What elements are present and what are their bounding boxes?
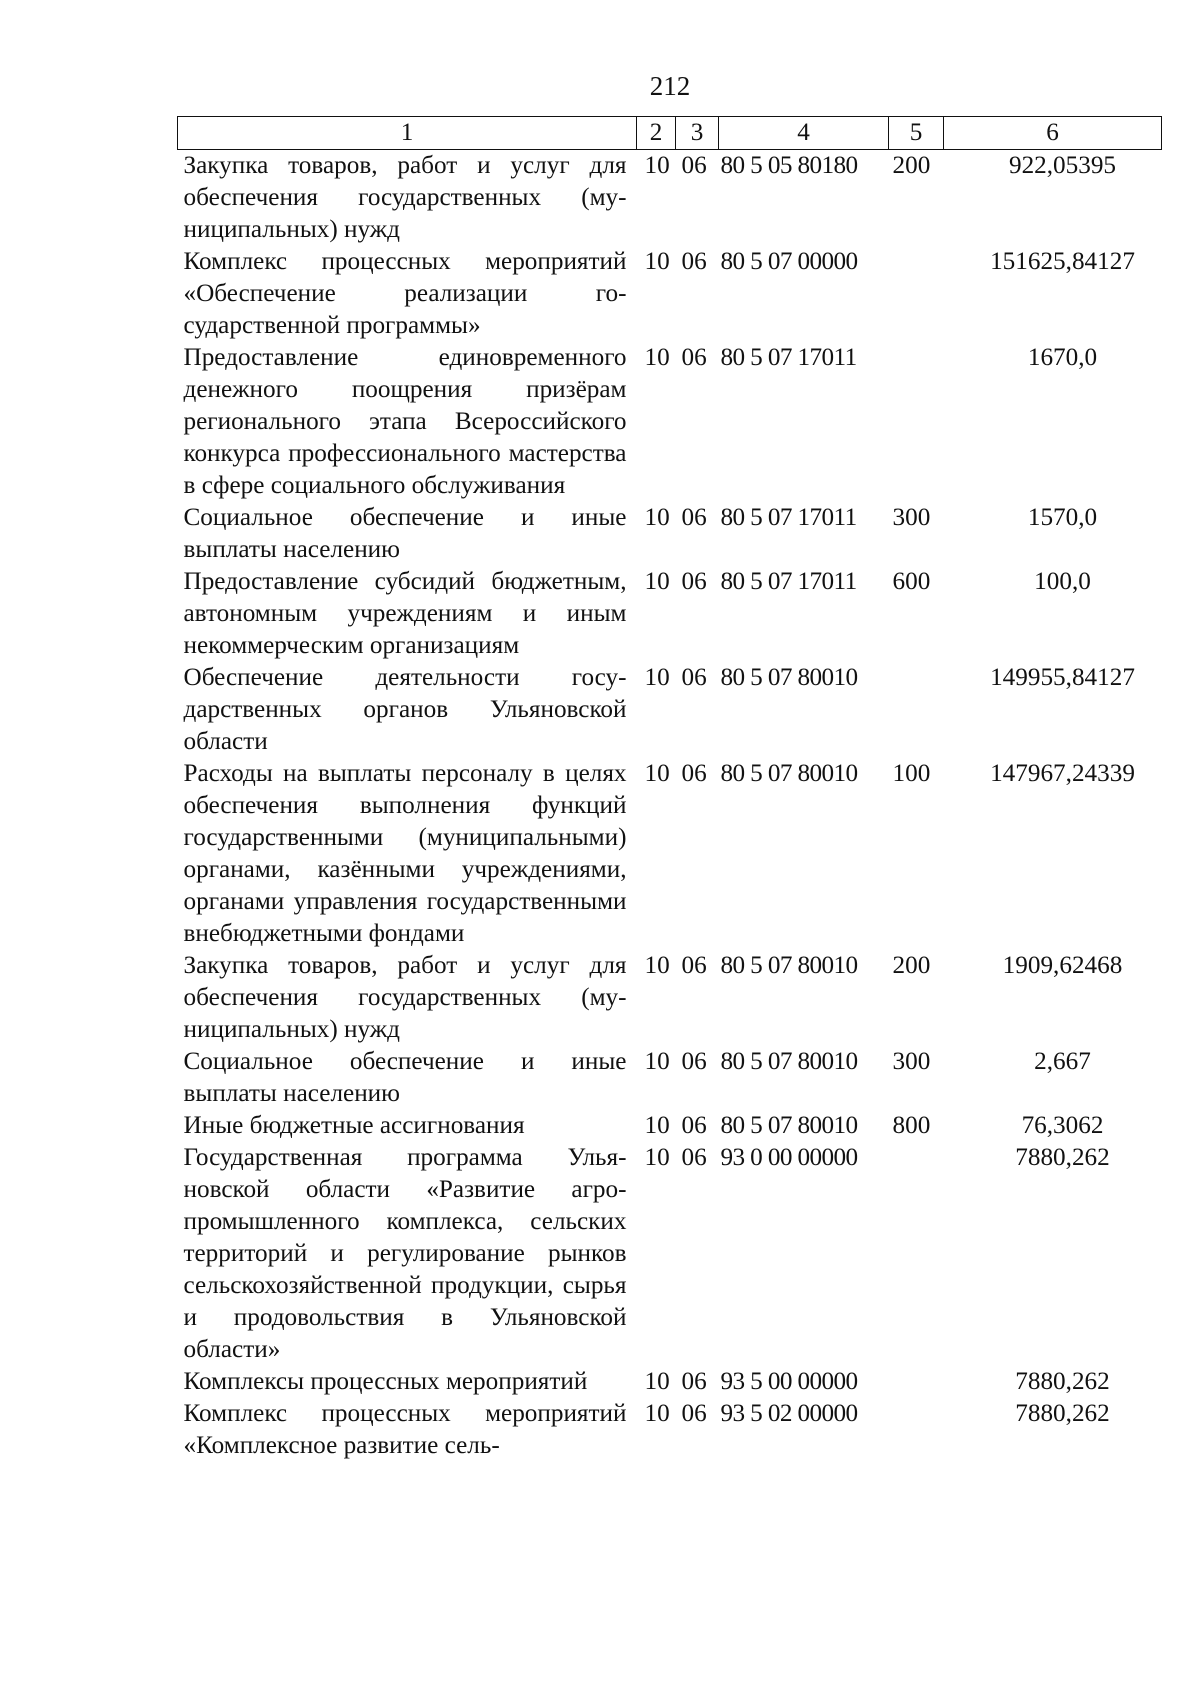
- row-name-cell: Комплекс процессных мероприятий «Комплексное развитие сель-: [183, 1400, 627, 1459]
- table-row: [178, 246, 1162, 342]
- row-name-cell: Расходы на выплаты персоналу в целях обеспечения выполнения функций государственными (муниципальными) органами, казёнными учреждениями, органами управления государственными внебюджетными фондами: [183, 760, 627, 947]
- row-type-cell: 300: [892, 1048, 931, 1075]
- row-amount-cell: 7880,262: [1015, 1368, 1110, 1395]
- row-type-cell: 200: [892, 152, 931, 179]
- table-row: [178, 342, 1162, 502]
- row-target-cell: 80 5 07 80010: [720, 952, 858, 979]
- header-col-5: 5: [889, 117, 944, 150]
- table-row: [178, 662, 1162, 758]
- header-col-3: 3: [676, 117, 719, 150]
- row-amount-cell: 922,05395: [1008, 152, 1117, 179]
- row-subsection-cell: 06: [681, 1144, 707, 1171]
- row-section-cell: 10: [644, 1048, 670, 1075]
- table-row: [178, 1398, 1162, 1462]
- row-subsection-cell: 06: [681, 1112, 707, 1139]
- row-section-cell: 10: [644, 1144, 670, 1171]
- row-amount-cell: 1570,0: [1027, 504, 1098, 531]
- row-section-cell: 10: [644, 1112, 670, 1139]
- row-target-cell: 80 5 07 80010: [720, 664, 858, 691]
- row-subsection-cell: 06: [681, 344, 707, 371]
- row-subsection-cell: 06: [681, 664, 707, 691]
- row-subsection-cell: 06: [681, 152, 707, 179]
- row-type-cell: 200: [892, 952, 931, 979]
- page-number: 212: [649, 71, 691, 101]
- row-amount-cell: 1909,62468: [1002, 952, 1123, 979]
- row-target-cell: 80 5 07 17011: [720, 504, 857, 531]
- row-target-cell: 93 5 00 00000: [720, 1368, 858, 1395]
- table-row: [178, 950, 1162, 1046]
- row-section-cell: 10: [644, 952, 670, 979]
- row-subsection-cell: 06: [681, 760, 707, 787]
- row-section-cell: 10: [644, 1400, 670, 1427]
- header-col-2: 2: [637, 117, 676, 150]
- row-amount-cell: 2,667: [1034, 1048, 1091, 1075]
- row-subsection-cell: 06: [681, 248, 707, 275]
- row-section-cell: 10: [644, 152, 670, 179]
- row-target-cell: 80 5 07 17011: [720, 568, 857, 595]
- table-row: [178, 502, 1162, 566]
- row-type-cell: [889, 1142, 944, 1366]
- row-section-cell: 10: [644, 504, 670, 531]
- row-amount-cell: 151625,84127: [990, 248, 1135, 275]
- row-target-cell: 80 5 07 80010: [720, 1048, 858, 1075]
- row-type-cell: [889, 662, 944, 758]
- table-row: [178, 1366, 1162, 1398]
- row-type-cell: 800: [892, 1112, 931, 1139]
- row-name-cell: Предоставление единовременного денежного поощрения призёрам регионального этапа Всероссийского конкурса профессионального мастерства в сфере социального обслуживания: [183, 344, 627, 499]
- row-name-cell: Закупка товаров, работ и услуг для обеспечения государственных (муниципальных) нужд: [183, 952, 627, 1043]
- row-subsection-cell: 06: [681, 568, 707, 595]
- row-subsection-cell: 06: [681, 504, 707, 531]
- row-section-cell: 10: [644, 1368, 670, 1395]
- table-row: [178, 758, 1162, 950]
- row-section-cell: 10: [644, 760, 670, 787]
- row-target-cell: 93 0 00 00000: [720, 1144, 858, 1171]
- table-row: [178, 1046, 1162, 1110]
- row-type-cell: 600: [892, 568, 931, 595]
- row-section-cell: 10: [644, 248, 670, 275]
- row-type-cell: 100: [892, 760, 931, 787]
- row-subsection-cell: 06: [681, 1400, 707, 1427]
- row-subsection-cell: 06: [681, 1368, 707, 1395]
- row-name-cell: Закупка товаров, работ и услуг для обеспечения государственных (муниципальных) нужд: [183, 152, 627, 243]
- table-header: [178, 117, 1162, 150]
- row-section-cell: 10: [644, 664, 670, 691]
- row-target-cell: 80 5 07 80010: [720, 1112, 858, 1139]
- row-amount-cell: 7880,262: [1015, 1144, 1110, 1171]
- row-amount-cell: 76,3062: [1021, 1112, 1104, 1139]
- row-subsection-cell: 06: [681, 1048, 707, 1075]
- header-col-4: 4: [719, 117, 889, 150]
- row-type-cell: 300: [892, 504, 931, 531]
- budget-table: [177, 116, 1162, 1462]
- header-col-1: 1: [178, 117, 637, 150]
- row-type-cell: [889, 246, 944, 342]
- row-type-cell: [889, 1366, 944, 1398]
- header-row: [178, 117, 1162, 150]
- row-name-cell: Обеспечение деятельности государственных органов Ульяновской области: [183, 664, 627, 755]
- row-name-cell: Комплекс процессных мероприятий «Обеспечение реализации государственной программы»: [183, 248, 627, 339]
- row-target-cell: 80 5 07 80010: [720, 760, 858, 787]
- row-amount-cell: 1670,0: [1027, 344, 1098, 371]
- row-type-cell: [889, 342, 944, 502]
- row-amount-cell: 7880,262: [1015, 1400, 1110, 1427]
- row-name-cell: Иные бюджетные ассигнования: [183, 1112, 525, 1139]
- row-name-cell: Предоставление субсидий бюджетным, автономным учреждениям и иным некоммерческим организациям: [183, 568, 627, 659]
- row-target-cell: 80 5 07 17011: [720, 344, 857, 371]
- table-row: [178, 1110, 1162, 1142]
- row-amount-cell: 147967,24339: [990, 760, 1135, 787]
- row-type-cell: [889, 1398, 944, 1462]
- row-target-cell: 80 5 05 80180: [720, 152, 858, 179]
- header-col-6: 6: [944, 117, 1162, 150]
- table-row: [178, 566, 1162, 662]
- table-row: [178, 1142, 1162, 1366]
- row-name-cell: Социальное обеспечение и иные выплаты населению: [183, 1048, 627, 1107]
- table-body: [178, 150, 1162, 1463]
- row-subsection-cell: 06: [681, 952, 707, 979]
- row-amount-cell: 100,0: [1034, 568, 1091, 595]
- row-name-cell: Государственная программа Ульяновской области «Развитие агропромышленного комплекса, сельских территорий и регулирование рынков сельскохозяйственной продукции, сырья и продовольствия в Ульяновской области»: [183, 1144, 627, 1363]
- row-section-cell: 10: [644, 344, 670, 371]
- row-name-cell: Социальное обеспечение и иные выплаты населению: [183, 504, 627, 563]
- table-row: [178, 150, 1162, 247]
- row-section-cell: 10: [644, 568, 670, 595]
- row-amount-cell: 149955,84127: [990, 664, 1135, 691]
- row-target-cell: 80 5 07 00000: [720, 248, 858, 275]
- row-name-cell: Комплексы процессных мероприятий: [183, 1368, 588, 1395]
- row-target-cell: 93 5 02 00000: [720, 1400, 858, 1427]
